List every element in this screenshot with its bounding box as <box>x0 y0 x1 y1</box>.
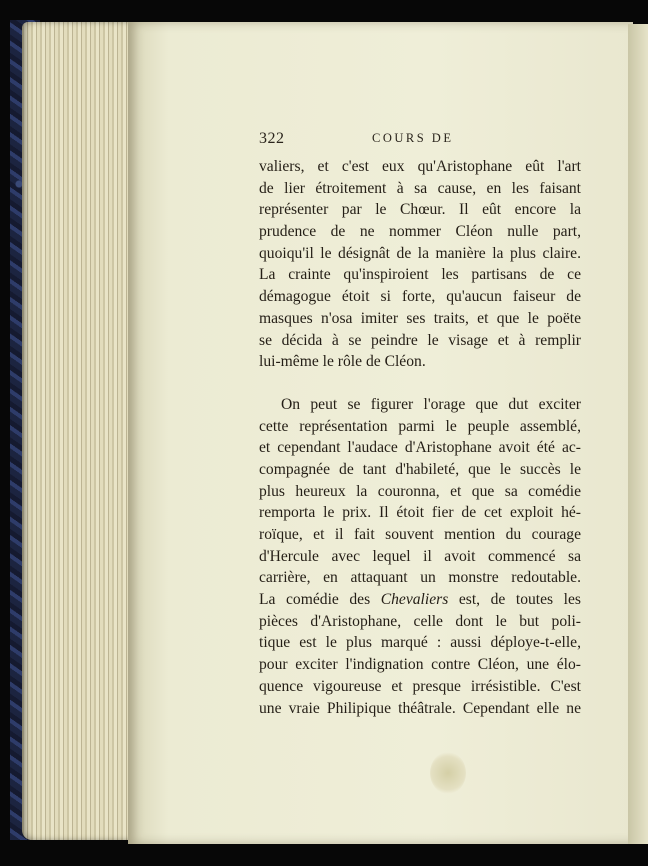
text-line: masques n'osa imiter ses traits, et que le poëte <box>259 309 581 327</box>
text-line: lui-même le rôle de Cléon. <box>259 353 426 371</box>
text-line: carrière, en attaquant un monstre redoutable. <box>259 569 581 587</box>
paper-stain <box>430 752 466 794</box>
text-line: tique est le plus marqué : aussi déploye-t-elle, <box>259 634 581 652</box>
text-line: On peut se figurer l'orage que dut exciter <box>281 395 581 413</box>
text-fragment: est, de toutes les <box>448 591 581 609</box>
text-line: prudence de ne nommer Cléon nulle part, <box>259 223 581 241</box>
text-line: pour exciter l'indignation contre Cléon, une élo- <box>259 656 581 674</box>
text-line-with-italic <box>259 589 581 611</box>
paragraph-gap <box>259 373 581 394</box>
text-line: compagnée de tant d'habileté, que le succès le <box>259 460 581 478</box>
text-line: roïque, et il fait souvent mention du courage <box>259 526 581 543</box>
page-number: 322 <box>259 130 285 147</box>
text-line: démagogue étoit si forte, qu'aucun faiseur de <box>259 288 581 306</box>
paragraph-1 <box>259 156 581 373</box>
text-line: La crainte qu'inspiroient les partisans de ce <box>259 266 581 284</box>
facing-page-edge <box>628 24 648 844</box>
text-line: de lier étroitement à sa cause, en les faisant <box>259 179 581 197</box>
text-line: une vraie Philipique théâtrale. Cependant elle ne <box>259 699 581 717</box>
text-line: cette représentation parmi le peuple assemblé, <box>259 417 581 435</box>
text-line: pièces d'Aristophane, celle dont le but poli- <box>259 612 581 630</box>
italic-title-chevaliers: Chevaliers <box>380 591 449 609</box>
text-line: et cependant l'audace d'Aristophane avoit été ac- <box>259 439 581 457</box>
page-edges <box>22 22 140 840</box>
text-line: remporta le prix. Il étoit fier de cet exploit hé- <box>259 504 581 522</box>
text-line: plus heureux la couronna, et que sa comédie <box>259 482 581 500</box>
text-fragment: La comédie des <box>259 591 381 609</box>
running-title: COURS DE <box>372 131 454 145</box>
text-line: se décida à se peindre le visage et à remplir <box>259 331 581 349</box>
page-header <box>259 130 581 150</box>
text-line: quence vigoureuse et presque irrésistible. C'est <box>259 677 581 695</box>
paragraph-2 <box>259 394 581 719</box>
body-text <box>259 156 581 719</box>
text-line: valiers, et c'est eux qu'Aristophane eût l'art <box>259 158 581 175</box>
text-line: quoiqu'il le désignât de la manière la plus claire. <box>259 244 581 262</box>
text-line: représenter par le Chœur. Il eût encore la <box>259 201 581 219</box>
text-line: d'Hercule avec lequel il avoit commencé sa <box>259 547 581 565</box>
